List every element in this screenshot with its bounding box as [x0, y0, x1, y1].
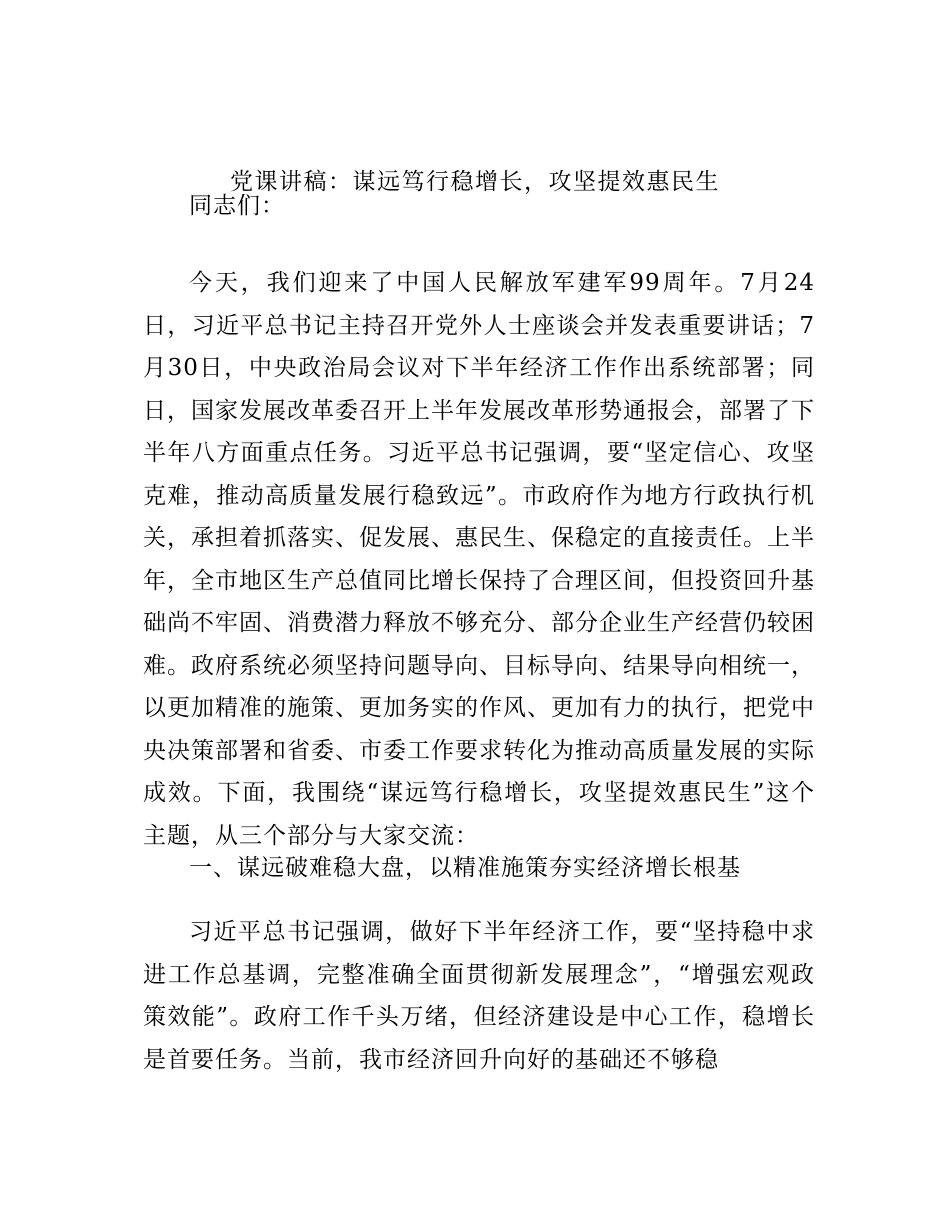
document-title: 党课讲稿：谋远笃行稳增长，攻坚提效惠民生 — [230, 169, 720, 195]
paragraph-intro: 今天，我们迎来了中国人民解放军建军99周年。7月24日，习近平总书记主持召开党外人士座谈会并发表重要讲话；7月30日，中央政治局会议对下半年经济工作作出系统部署；同日，国家发展改革委召开上半年发展改革形势通报会，部署了下半年八方面重点任务。习近平总书记强调，要“坚定信心、攻坚克难，推动高质量发展行稳致远”。市政府作为地方行政执行机关，承担着抓落实、促发展、惠民生、保稳定的直接责任。上半年，全市地区生产总值同比增长保持了合理区间，但投资回升基础尚不牢固、消费潜力释放不够充分、部分企业生产经营仍较困难。政府系统必须坚持问题导向、目标导向、结果导向相统一，以更加精准的施策、更加务实的作风、更加有力的执行，把党中央决策部署和省委、市委工作要求转化为推动高质量发展的实际成效。下面，我围绕“谋远笃行稳增长，攻坚提效惠民生”这个主题，从三个部分与大家交流： — [143, 270, 815, 849]
salutation: 同志们： — [189, 193, 285, 219]
section-heading-1: 一、谋远破难稳大盘，以精准施策夯实经济增长根基 — [189, 855, 741, 881]
paragraph-section-1: 习近平总书记强调，做好下半年经济工作，要“坚持稳中求进工作总基调，完整准确全面贯彻新发展理念”，“增强宏观政策效能”。政府工作千头万绪，但经济建设是中心工作，稳增长是首要任务。当前，我市经济回升向好的基础还不够稳 — [143, 919, 815, 1073]
